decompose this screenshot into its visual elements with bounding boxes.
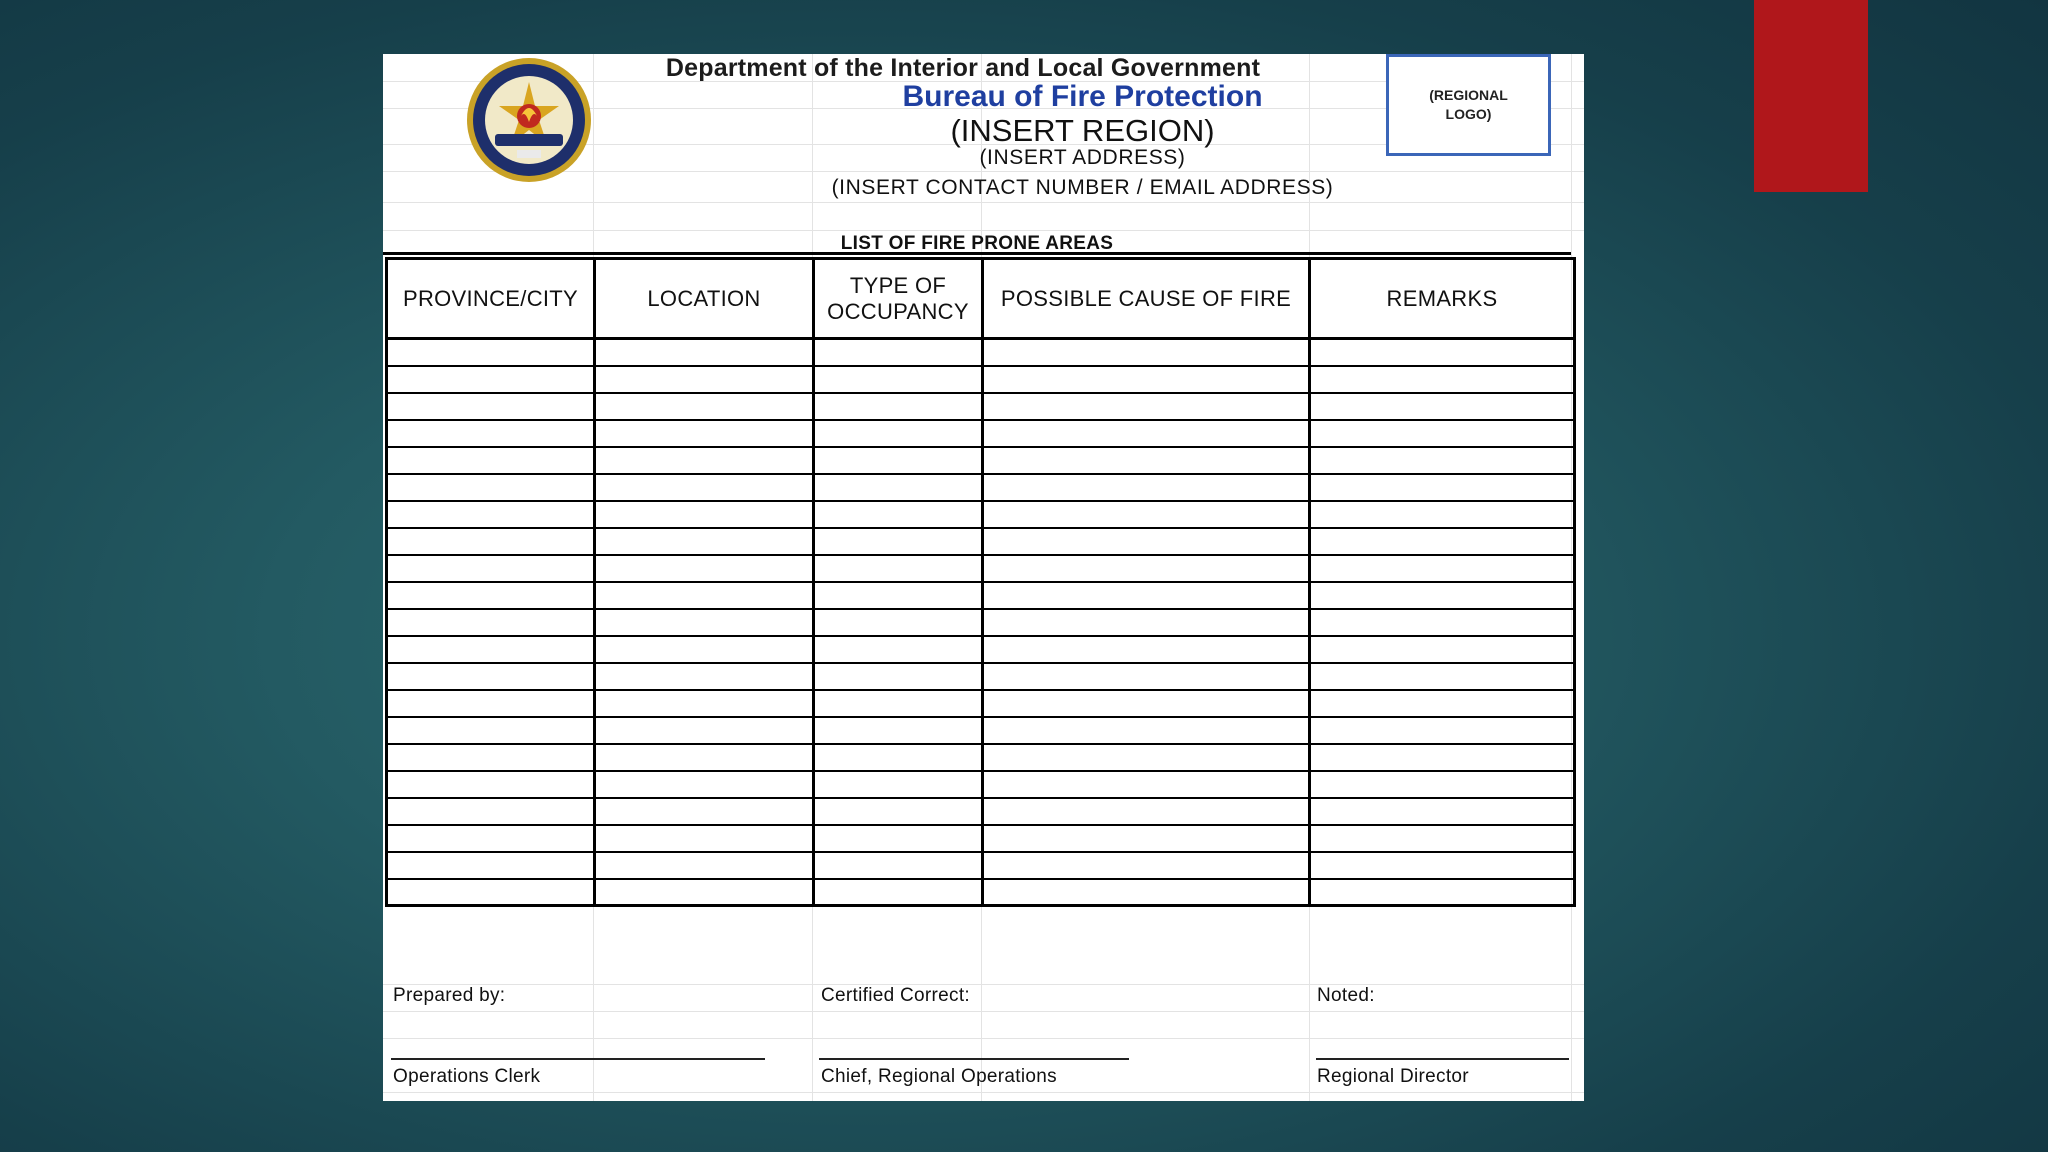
table-row <box>387 798 1575 825</box>
table-cell[interactable] <box>595 771 814 798</box>
table-cell[interactable] <box>1310 690 1575 717</box>
gridline <box>383 202 1584 203</box>
table-row <box>387 501 1575 528</box>
table-row <box>387 717 1575 744</box>
table-cell[interactable] <box>983 528 1310 555</box>
gridline <box>383 1092 1584 1093</box>
table-row <box>387 609 1575 636</box>
table-cell[interactable] <box>595 501 814 528</box>
table-cell[interactable] <box>814 852 983 879</box>
prepared-by-title: Operations Clerk <box>393 1066 541 1087</box>
certified-correct-label: Certified Correct: <box>821 985 970 1006</box>
table-body <box>387 339 1575 906</box>
table-row <box>387 447 1575 474</box>
department-title: Department of the Interior and Local Government <box>665 54 1261 82</box>
table-cell[interactable] <box>595 420 814 447</box>
table-cell[interactable] <box>1310 366 1575 393</box>
table-cell[interactable] <box>1310 420 1575 447</box>
region-placeholder: (INSERT REGION) <box>950 113 1215 148</box>
table-cell[interactable] <box>1310 798 1575 825</box>
column-header-location: LOCATION <box>595 259 814 339</box>
table-row <box>387 528 1575 555</box>
table-cell[interactable] <box>387 879 595 906</box>
table-row <box>387 825 1575 852</box>
bfp-seal-icon <box>465 56 593 184</box>
address-placeholder: (INSERT ADDRESS) <box>979 146 1186 169</box>
table-cell[interactable] <box>983 744 1310 771</box>
table-cell[interactable] <box>983 366 1310 393</box>
table-cell[interactable] <box>387 717 595 744</box>
table-cell[interactable] <box>983 393 1310 420</box>
table-cell[interactable] <box>814 339 983 366</box>
table-cell[interactable] <box>387 528 595 555</box>
table-cell[interactable] <box>387 447 595 474</box>
column-header-province-city: PROVINCE/CITY <box>387 259 595 339</box>
table-cell[interactable] <box>595 528 814 555</box>
table-cell[interactable] <box>983 339 1310 366</box>
table-cell[interactable] <box>983 420 1310 447</box>
table-cell[interactable] <box>1310 528 1575 555</box>
table-cell[interactable] <box>595 582 814 609</box>
table-row <box>387 582 1575 609</box>
regional-logo-text: (REGIONAL LOGO) <box>1429 87 1508 122</box>
table-row <box>387 690 1575 717</box>
table-cell[interactable] <box>1310 852 1575 879</box>
contact-placeholder: (INSERT CONTACT NUMBER / EMAIL ADDRESS) <box>831 176 1334 199</box>
table-cell[interactable] <box>1310 501 1575 528</box>
table-row <box>387 393 1575 420</box>
fire-prone-areas-table <box>385 257 1576 907</box>
table-cell[interactable] <box>814 420 983 447</box>
table-row <box>387 852 1575 879</box>
table-cell[interactable] <box>814 528 983 555</box>
noted-label: Noted: <box>1317 985 1375 1006</box>
table-cell[interactable] <box>983 555 1310 582</box>
table-cell[interactable] <box>983 798 1310 825</box>
table-cell[interactable] <box>814 663 983 690</box>
table-cell[interactable] <box>387 825 595 852</box>
noted-by-title: Regional Director <box>1317 1066 1469 1087</box>
table-cell[interactable] <box>595 555 814 582</box>
table-cell[interactable] <box>814 825 983 852</box>
form-sheet <box>383 54 1584 1101</box>
list-title: LIST OF FIRE PRONE AREAS <box>383 233 1571 255</box>
table-cell[interactable] <box>595 339 814 366</box>
table-cell[interactable] <box>814 879 983 906</box>
table-cell[interactable] <box>814 366 983 393</box>
table-cell[interactable] <box>814 771 983 798</box>
table-cell[interactable] <box>387 393 595 420</box>
table-cell[interactable] <box>387 771 595 798</box>
prepared-by-label: Prepared by: <box>393 985 506 1006</box>
table-cell[interactable] <box>595 447 814 474</box>
table-cell[interactable] <box>1310 825 1575 852</box>
table-cell[interactable] <box>595 717 814 744</box>
table-cell[interactable] <box>387 420 595 447</box>
table-cell[interactable] <box>387 663 595 690</box>
table-cell[interactable] <box>595 663 814 690</box>
table-cell[interactable] <box>595 609 814 636</box>
table-row <box>387 771 1575 798</box>
table-cell[interactable] <box>814 744 983 771</box>
table-cell[interactable] <box>983 825 1310 852</box>
table-cell[interactable] <box>814 393 983 420</box>
table-cell[interactable] <box>983 609 1310 636</box>
table-cell[interactable] <box>983 501 1310 528</box>
table-cell[interactable] <box>983 771 1310 798</box>
table-cell[interactable] <box>814 636 983 663</box>
table-cell[interactable] <box>1310 717 1575 744</box>
table-cell[interactable] <box>387 744 595 771</box>
table-cell[interactable] <box>814 474 983 501</box>
table-cell[interactable] <box>387 609 595 636</box>
table-cell[interactable] <box>1310 393 1575 420</box>
table-cell[interactable] <box>595 366 814 393</box>
table-cell[interactable] <box>814 690 983 717</box>
table-cell[interactable] <box>1310 555 1575 582</box>
regional-logo-placeholder <box>1386 54 1551 156</box>
column-header-occupancy: TYPE OF OCCUPANCY <box>814 259 983 339</box>
table-cell[interactable] <box>387 690 595 717</box>
table-cell[interactable] <box>814 582 983 609</box>
table-cell[interactable] <box>814 798 983 825</box>
column-header-remarks: REMARKS <box>1310 259 1575 339</box>
table-cell[interactable] <box>983 636 1310 663</box>
table-row <box>387 744 1575 771</box>
table-cell[interactable] <box>814 555 983 582</box>
table-row <box>387 339 1575 366</box>
table-cell[interactable] <box>1310 744 1575 771</box>
table-cell[interactable] <box>1310 447 1575 474</box>
table-cell[interactable] <box>387 555 595 582</box>
gridline <box>383 1011 1584 1012</box>
table-cell[interactable] <box>595 744 814 771</box>
table-cell[interactable] <box>595 636 814 663</box>
table-cell[interactable] <box>983 474 1310 501</box>
table-cell[interactable] <box>595 798 814 825</box>
gridline <box>383 984 1584 985</box>
table-cell[interactable] <box>814 609 983 636</box>
table-row <box>387 555 1575 582</box>
table-cell[interactable] <box>595 825 814 852</box>
prepared-signature-line <box>391 1058 765 1060</box>
table-cell[interactable] <box>595 393 814 420</box>
table-cell[interactable] <box>814 447 983 474</box>
table-header-row <box>387 259 1575 339</box>
table-cell[interactable] <box>387 798 595 825</box>
table-cell[interactable] <box>387 339 595 366</box>
bureau-title: Bureau of Fire Protection <box>902 80 1263 113</box>
table-cell[interactable] <box>1310 609 1575 636</box>
table-cell[interactable] <box>387 582 595 609</box>
table-row <box>387 663 1575 690</box>
table-cell[interactable] <box>387 501 595 528</box>
table-cell[interactable] <box>1310 582 1575 609</box>
table-cell[interactable] <box>595 879 814 906</box>
table-cell[interactable] <box>595 852 814 879</box>
noted-signature-line <box>1316 1058 1569 1060</box>
table-cell[interactable] <box>814 501 983 528</box>
table-cell[interactable] <box>983 447 1310 474</box>
table-cell[interactable] <box>983 717 1310 744</box>
certified-by-title: Chief, Regional Operations <box>821 1066 1057 1087</box>
gridline <box>383 230 1584 231</box>
table-cell[interactable] <box>387 366 595 393</box>
table-cell[interactable] <box>387 852 595 879</box>
table-cell[interactable] <box>983 582 1310 609</box>
table-cell[interactable] <box>595 690 814 717</box>
table-cell[interactable] <box>814 717 983 744</box>
table-row <box>387 879 1575 906</box>
certified-signature-line <box>819 1058 1129 1060</box>
table-cell[interactable] <box>1310 636 1575 663</box>
table-cell[interactable] <box>983 879 1310 906</box>
table-cell[interactable] <box>983 663 1310 690</box>
table-cell[interactable] <box>1310 474 1575 501</box>
accent-block <box>1754 0 1868 192</box>
table-cell[interactable] <box>595 474 814 501</box>
table-cell[interactable] <box>1310 771 1575 798</box>
table-cell[interactable] <box>983 852 1310 879</box>
table-row <box>387 474 1575 501</box>
table-cell[interactable] <box>1310 663 1575 690</box>
table-cell[interactable] <box>1310 879 1575 906</box>
table-row <box>387 420 1575 447</box>
table-cell[interactable] <box>387 636 595 663</box>
table-cell[interactable] <box>1310 339 1575 366</box>
column-header-cause: POSSIBLE CAUSE OF FIRE <box>983 259 1310 339</box>
table-row <box>387 636 1575 663</box>
table-cell[interactable] <box>387 474 595 501</box>
gridline <box>383 1038 1584 1039</box>
table-row <box>387 366 1575 393</box>
table-cell[interactable] <box>983 690 1310 717</box>
